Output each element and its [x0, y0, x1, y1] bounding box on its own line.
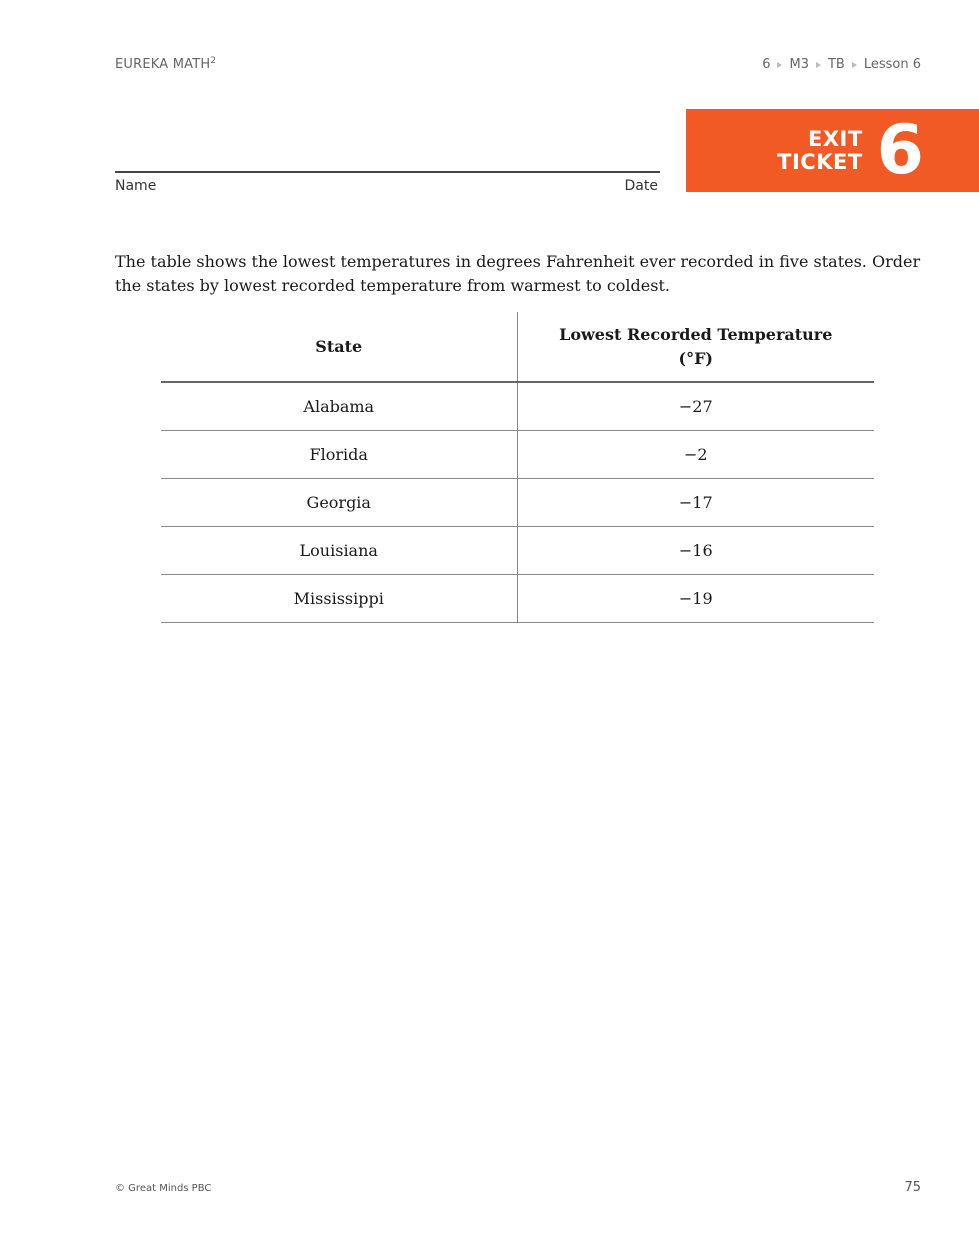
state-column-header: State: [161, 312, 517, 382]
breadcrumb-module: M3: [789, 57, 809, 72]
problem-prompt: The table shows the lowest temperatures in degrees Fahrenheit ever recorded in five states. Order the states by lowest recorded temperature from warmest to coldest.: [115, 252, 921, 295]
exit-ticket-line1: EXIT: [807, 126, 863, 151]
temperature-cell: −2: [517, 430, 874, 478]
temperature-cell: −19: [517, 574, 874, 622]
temperature-cell: −17: [517, 478, 874, 526]
brand-superscript: 2: [210, 56, 217, 66]
state-cell: Alabama: [161, 382, 517, 430]
exit-ticket-banner: [686, 109, 979, 192]
temperature-table: [161, 312, 874, 623]
state-cell: Mississippi: [161, 574, 517, 622]
temperature-header-line1: Lowest Recorded Temperature: [559, 324, 833, 344]
table-header-row: [161, 312, 874, 382]
state-cell: Louisiana: [161, 526, 517, 574]
breadcrumb: [762, 57, 921, 72]
table-row: [161, 478, 874, 526]
table-row: [161, 574, 874, 622]
state-cell: Florida: [161, 430, 517, 478]
exit-ticket-line2: TICKET: [777, 149, 863, 174]
exit-ticket-number: 6: [876, 110, 924, 190]
temperature-header-line2: (°F): [678, 348, 713, 368]
temperature-column-header: [517, 312, 874, 382]
brand-logo: [115, 56, 216, 72]
state-cell: Georgia: [161, 478, 517, 526]
breadcrumb-book: TB: [827, 57, 845, 72]
breadcrumb-separator-icon: [816, 62, 821, 68]
table-row: [161, 430, 874, 478]
breadcrumb-separator-icon: [777, 62, 782, 68]
breadcrumb-separator-icon: [852, 62, 857, 68]
table-row: [161, 382, 874, 430]
name-label: Name: [115, 178, 157, 194]
table-row: [161, 526, 874, 574]
page-number: 75: [904, 1180, 921, 1195]
breadcrumb-lesson: Lesson 6: [863, 57, 921, 72]
date-label: Date: [624, 178, 658, 194]
exit-ticket-words: [777, 128, 863, 174]
copyright-notice: © Great Minds PBC: [115, 1183, 212, 1194]
name-date-line[interactable]: [115, 171, 660, 173]
temperature-cell: −27: [517, 382, 874, 430]
breadcrumb-grade: 6: [762, 57, 771, 72]
brand-text: EUREKA MATH: [115, 57, 211, 72]
temperature-cell: −16: [517, 526, 874, 574]
